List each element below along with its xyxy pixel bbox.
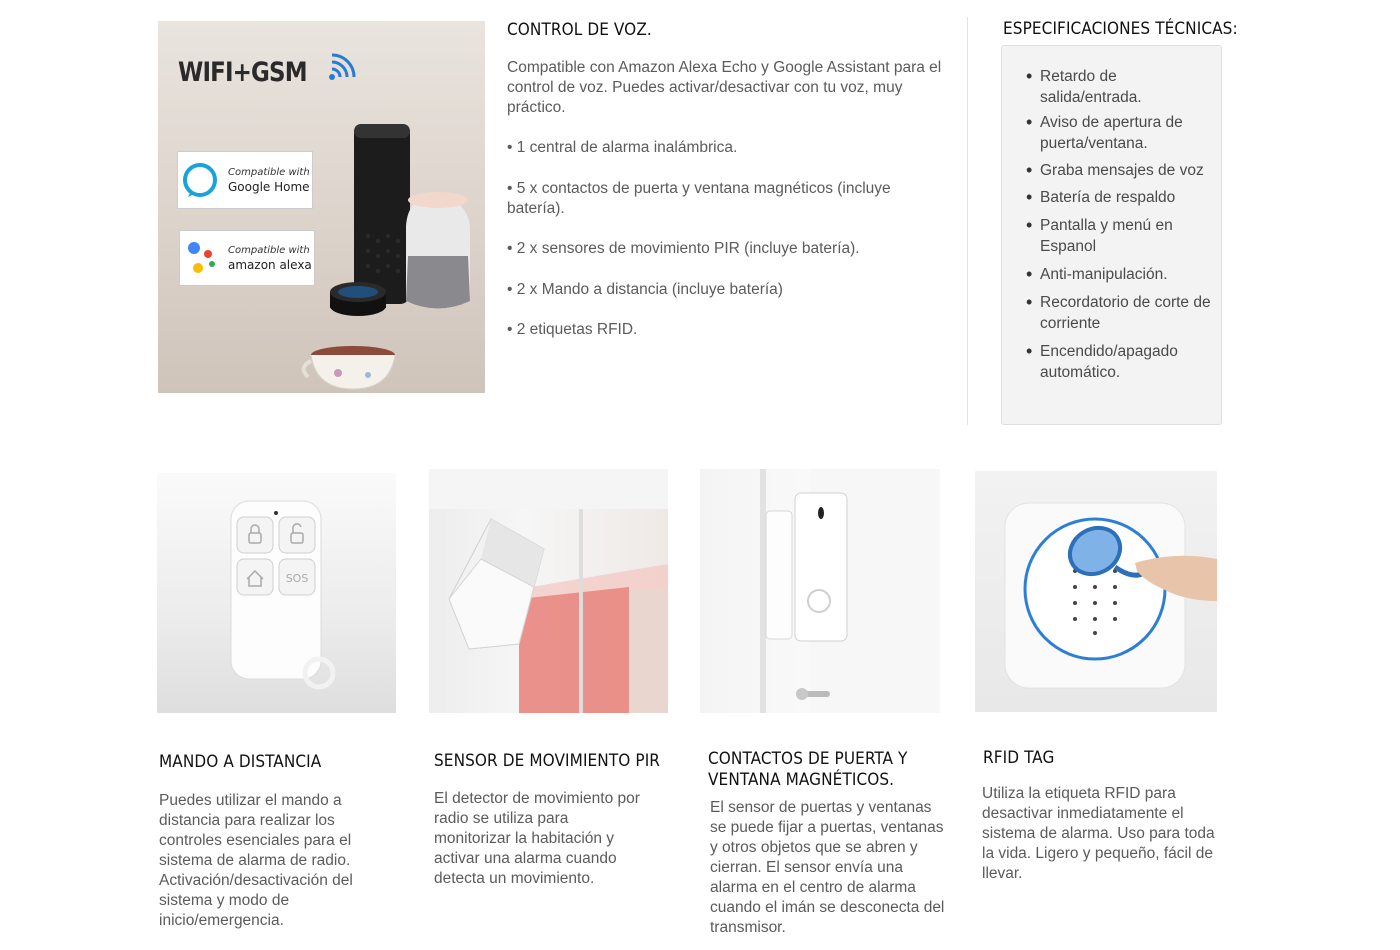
spec-item: • Retardo de salida/entrada. (1026, 66, 1216, 108)
remote-control-image (157, 473, 396, 713)
remote-description: Puedes utilizar el mando a distancia para realizar los controles esenciales para el sistema de alarma de radio. Activación/desactivación del sistema y modo de inicio/emergencia. (159, 792, 353, 929)
spec-item: • Graba mensajes de voz (1026, 160, 1216, 181)
alexa-ring-icon (180, 160, 220, 200)
spec-item: • Aviso de apertura de puerta/ventana. (1026, 112, 1216, 154)
pir-title: SENSOR DE MOVIMIENTO PIR (434, 751, 661, 771)
column-divider (967, 17, 968, 425)
kit-item-1: • 1 central de alarma inalámbrica. (507, 139, 738, 156)
door-contact-title: CONTACTOS DE PUERTA Y VENTANA MAGNÉTICOS. (708, 749, 908, 790)
rfid-title: RFID TAG (983, 748, 1055, 768)
remote-control-illustration (157, 473, 396, 713)
kit-item-5: • 2 etiquetas RFID. (507, 321, 638, 338)
spec-item: • Encendido/apagado automático. (1026, 341, 1216, 383)
specs-heading: ESPECIFICACIONES TÉCNICAS: (1003, 19, 1238, 39)
alexa-badge-line2: amazon alexa (228, 258, 312, 272)
google-assistant-icon (184, 236, 220, 280)
spec-item: • Batería de respaldo (1026, 187, 1216, 208)
pir-description: El detector de movimiento por radio se utiliza para monitorizar la habitación y activar una alarma cuando detecta un movimiento. (434, 790, 640, 887)
hero-product-image (158, 21, 485, 393)
door-contact-description: El sensor de puertas y ventanas se puede fijar a puertas, ventanas y otros objetos que se abren y cierran. El sensor envía una alarma en el centro de alarma cuando el imán se desconecta del transmisor. (710, 799, 945, 936)
google-badge-line2: Google Home (228, 180, 310, 194)
door-contact-image (700, 469, 940, 713)
spec-item: • Anti-manipulación. (1026, 264, 1216, 285)
rfid-keypad-illustration (975, 471, 1217, 712)
alexa-badge-line1: Compatible with (228, 245, 310, 256)
specs-list (1026, 66, 1216, 383)
teacup-illustration (298, 341, 408, 393)
smart-speakers-illustration (328, 116, 485, 356)
google-home-badge (177, 151, 313, 209)
amazon-alexa-badge (179, 230, 315, 286)
hero-title: WIFI+GSM (178, 57, 307, 88)
sos-button-label: SOS (285, 572, 309, 585)
remote-title: MANDO A DISTANCIA (159, 752, 322, 772)
spec-item: • Recordatorio de corte de corriente (1026, 292, 1216, 334)
pir-sensor-image (429, 469, 668, 713)
kit-item-3: • 2 x sensores de movimiento PIR (incluye batería). (507, 240, 860, 257)
wifi-icon (328, 49, 358, 89)
voice-control-paragraph: Compatible con Amazon Alexa Echo y Google Assistant para el control de voz. Puedes activar/desactivar con tu voz, muy práctico. (507, 59, 942, 116)
google-badge-line1: Compatible with (228, 167, 310, 178)
door-contact-illustration (700, 469, 940, 713)
spec-item: • Pantalla y menú en Espanol (1026, 215, 1216, 257)
kit-item-4: • 2 x Mando a distancia (incluye batería) (507, 281, 783, 298)
rfid-description: Utiliza la etiqueta RFID para desactivar inmediatamente el sistema de alarma. Uso para toda la vida. Ligero y pequeño, fácil de llevar. (982, 785, 1215, 882)
pir-sensor-illustration (429, 469, 668, 713)
rfid-tag-image (975, 471, 1217, 712)
kit-item-2: • 5 x contactos de puerta y ventana magnéticos (incluye batería). (507, 180, 891, 217)
voice-control-heading: CONTROL DE VOZ. (507, 20, 652, 40)
